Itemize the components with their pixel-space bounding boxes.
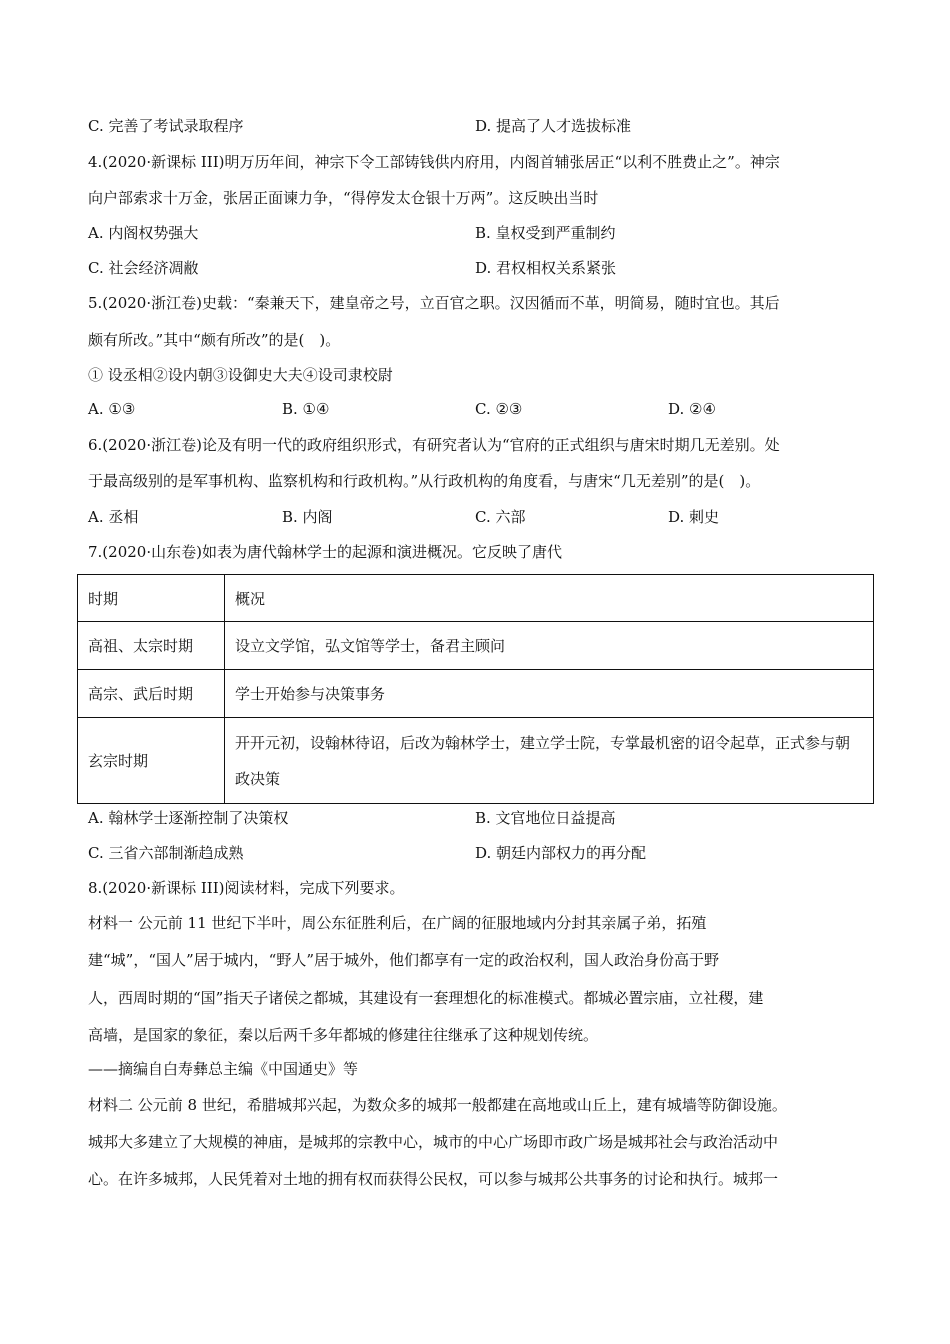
q8-material2-line2: 城邦大多建立了大规模的神庙，是城邦的宗教中心，城市的中心广场即市政广场是城邦社会与政治活动中 (88, 1133, 779, 1151)
q4-option-d: D. 君权相权关系紧张 (475, 259, 617, 277)
q5-stem-line1: 5.(2020·浙江卷)史载：“秦兼天下，建皇帝之号，立百官之职。汉因循而不革，明简易，随时宜也。其后 (88, 294, 780, 312)
table-header-overview: 概况 (225, 575, 874, 622)
q8-material1-line2: 建“城”，“国人”居于城内，“野人”居于城外，他们都享有一定的政治权利，国人政治身份高于野 (88, 951, 720, 969)
q5-option-b: B. ①④ (282, 400, 330, 418)
q7-stem: 7.(2020·山东卷)如表为唐代翰林学士的起源和演进概况。它反映了唐代 (88, 543, 562, 561)
q8-material2-line3: 心。在许多城邦，人民凭着对土地的拥有权而获得公民权，可以参与城邦公共事务的讨论和执行。城邦一 (88, 1170, 779, 1188)
q7-table (77, 574, 874, 804)
table-cell-period: 高祖、太宗时期 (78, 622, 225, 670)
q5-option-a: A. ①③ (88, 400, 136, 418)
q7-option-b: B. 文官地位日益提高 (475, 809, 616, 827)
q6-option-c: C. 六部 (475, 508, 526, 526)
table-row (78, 622, 874, 670)
q3-option-c: C. 完善了考试录取程序 (88, 117, 244, 135)
q8-stem: 8.(2020·新课标 III)阅读材料，完成下列要求。 (88, 879, 405, 897)
q6-stem-line2: 于最高级别的是军事机构、监察机构和行政机构。”从行政机构的角度看，与唐宋“几无差别”的是( )。 (88, 472, 761, 490)
q8-material1-line3: 人，西周时期的“国”指天子诸侯之都城，其建设有一套理想化的标准模式。都城必置宗庙，立社稷，建 (88, 989, 764, 1007)
q8-material1-source: ——摘编自白寿彝总主编《中国通史》等 (88, 1060, 359, 1078)
q6-option-b: B. 内阁 (282, 508, 333, 526)
q4-option-c: C. 社会经济凋敝 (88, 259, 199, 277)
q5-stem-line3: ① 设丞相②设内朝③设御史大夫④设司隶校尉 (88, 366, 393, 384)
table-cell-overview: 学士开始参与决策事务 (225, 670, 874, 718)
q6-stem-line1: 6.(2020·浙江卷)论及有明一代的政府组织形式，有研究者认为“官府的正式组织与唐宋时期几无差别。处 (88, 436, 780, 454)
q4-option-b: B. 皇权受到严重制约 (475, 224, 616, 242)
q5-option-d: D. ②④ (668, 400, 716, 418)
q3-option-d: D. 提高了人才选拔标准 (475, 117, 632, 135)
q8-material1-line1: 材料一 公元前 11 世纪下半叶，周公东征胜利后，在广阔的征服地域内分封其亲属子弟，拓殖 (88, 914, 707, 932)
q4-option-a: A. 内阁权势强大 (88, 224, 199, 242)
table-cell-period: 高宗、武后时期 (78, 670, 225, 718)
q8-material1-line4: 高墙，是国家的象征，秦以后两千多年都城的修建往往继承了这种规划传统。 (88, 1026, 599, 1044)
table-row (78, 718, 874, 804)
table-cell-overview-text: 开开元初，设翰林待诏，后改为翰林学士，建立学士院，专掌最机密的诏令起草，正式参与朝政决策 (235, 733, 851, 788)
q8-material2-line1: 材料二 公元前 8 世纪，希腊城邦兴起，为数众多的城邦一般都建在高地或山丘上，建有城墙等防御设施。 (88, 1096, 787, 1114)
table-header-period: 时期 (78, 575, 225, 622)
table-cell-overview (225, 718, 874, 804)
q7-option-c: C. 三省六部制渐趋成熟 (88, 844, 244, 862)
q4-stem-line1: 4.(2020·新课标 III)明万历年间，神宗下令工部铸钱供内府用，内阁首辅张居正“以利不胜费止之”。神宗 (88, 153, 780, 171)
table-header-row (78, 575, 874, 622)
q6-option-d: D. 刺史 (668, 508, 720, 526)
q5-option-c: C. ②③ (475, 400, 523, 418)
q4-stem-line2: 向户部索求十万金，张居正面谏力争，“得停发太仓银十万两”。这反映出当时 (88, 189, 599, 207)
q6-option-a: A. 丞相 (88, 508, 139, 526)
q5-stem-line2: 颇有所改。”其中“颇有所改”的是( )。 (88, 331, 341, 349)
table-row (78, 670, 874, 718)
q7-option-a: A. 翰林学士逐渐控制了决策权 (88, 809, 289, 827)
q7-option-d: D. 朝廷内部权力的再分配 (475, 844, 647, 862)
table-cell-period: 玄宗时期 (78, 718, 225, 804)
table-cell-overview: 设立文学馆，弘文馆等学士，备君主顾问 (225, 622, 874, 670)
